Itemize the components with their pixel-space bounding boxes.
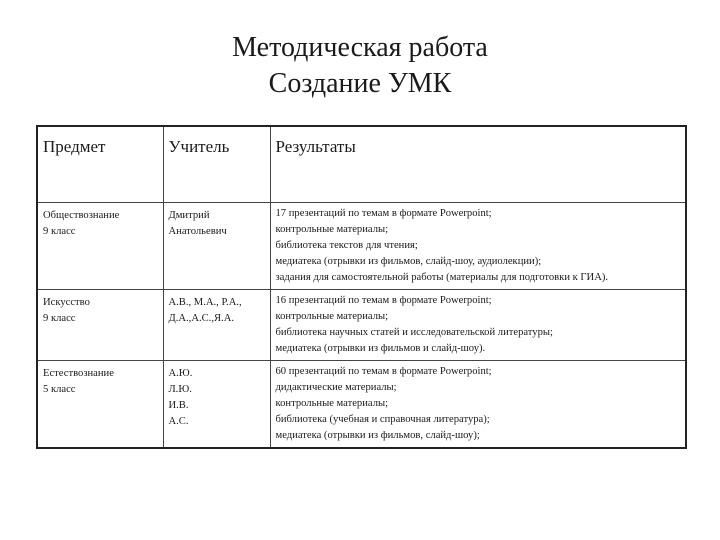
- result-item: контрольные материалы;: [275, 224, 389, 235]
- result-item: 17 презентаций по темам в формате Powerpoint;: [275, 208, 492, 219]
- subject-grade: 9 класс: [43, 226, 76, 237]
- teacher-line: Л.Ю.: [168, 384, 192, 395]
- results-cell: [270, 203, 686, 290]
- teacher-line: А.В., М.А., Р.А.,: [168, 297, 242, 308]
- title-line-1: Методическая работа: [232, 32, 488, 63]
- table-header-row: [37, 126, 686, 203]
- teacher-cell: [163, 290, 270, 361]
- result-item: 16 презентаций по темам в формате Powerpoint;: [275, 295, 492, 306]
- results-cell: [270, 361, 686, 449]
- subject-grade: 9 класс: [43, 313, 76, 324]
- teacher-line: Д.А.,А.С.,Я.А.: [168, 313, 234, 324]
- result-item: контрольные материалы;: [275, 311, 389, 322]
- header-teacher: Учитель: [163, 126, 270, 203]
- title-line-2: Создание УМК: [268, 68, 452, 99]
- result-item: библиотека (учебная и справочная литература);: [275, 414, 490, 425]
- result-item: контрольные материалы;: [275, 398, 389, 409]
- table-row: [37, 361, 686, 449]
- subject-name: Естествознание: [43, 368, 114, 379]
- result-item: задания для самостоятельной работы (материалы для подготовки к ГИА).: [275, 272, 609, 283]
- results-cell: [270, 290, 686, 361]
- result-item: 60 презентаций по темам в формате Powerpoint;: [275, 366, 492, 377]
- subject-cell: [37, 361, 163, 449]
- teacher-line: Дмитрий: [168, 210, 210, 221]
- result-item: медиатека (отрывки из фильмов, слайд-шоу, аудиолекции);: [275, 256, 542, 267]
- result-item: медиатека (отрывки из фильмов, слайд-шоу);: [275, 430, 480, 441]
- subject-cell: [37, 290, 163, 361]
- teacher-line: И.В.: [168, 400, 189, 411]
- result-item: медиатека (отрывки из фильмов и слайд-шоу).: [275, 343, 486, 354]
- subject-name: Обществознание: [43, 210, 120, 221]
- subject-name: Искусство: [43, 297, 90, 308]
- table-row: [37, 290, 686, 361]
- result-item: библиотека текстов для чтения;: [275, 240, 418, 251]
- header-subject: Предмет: [37, 126, 163, 203]
- teacher-line: Анатольевич: [168, 226, 227, 237]
- subject-grade: 5 класс: [43, 384, 76, 395]
- slide-title: [0, 30, 720, 102]
- table-row: [37, 203, 686, 290]
- subject-cell: [37, 203, 163, 290]
- teacher-line: А.Ю.: [168, 368, 193, 379]
- teacher-cell: [163, 361, 270, 449]
- result-item: библиотека научных статей и исследовательской литературы;: [275, 327, 553, 338]
- umk-table: [36, 125, 687, 449]
- teacher-cell: [163, 203, 270, 290]
- header-results: Результаты: [270, 126, 686, 203]
- teacher-line: А.С.: [168, 416, 189, 427]
- result-item: дидактические материалы;: [275, 382, 397, 393]
